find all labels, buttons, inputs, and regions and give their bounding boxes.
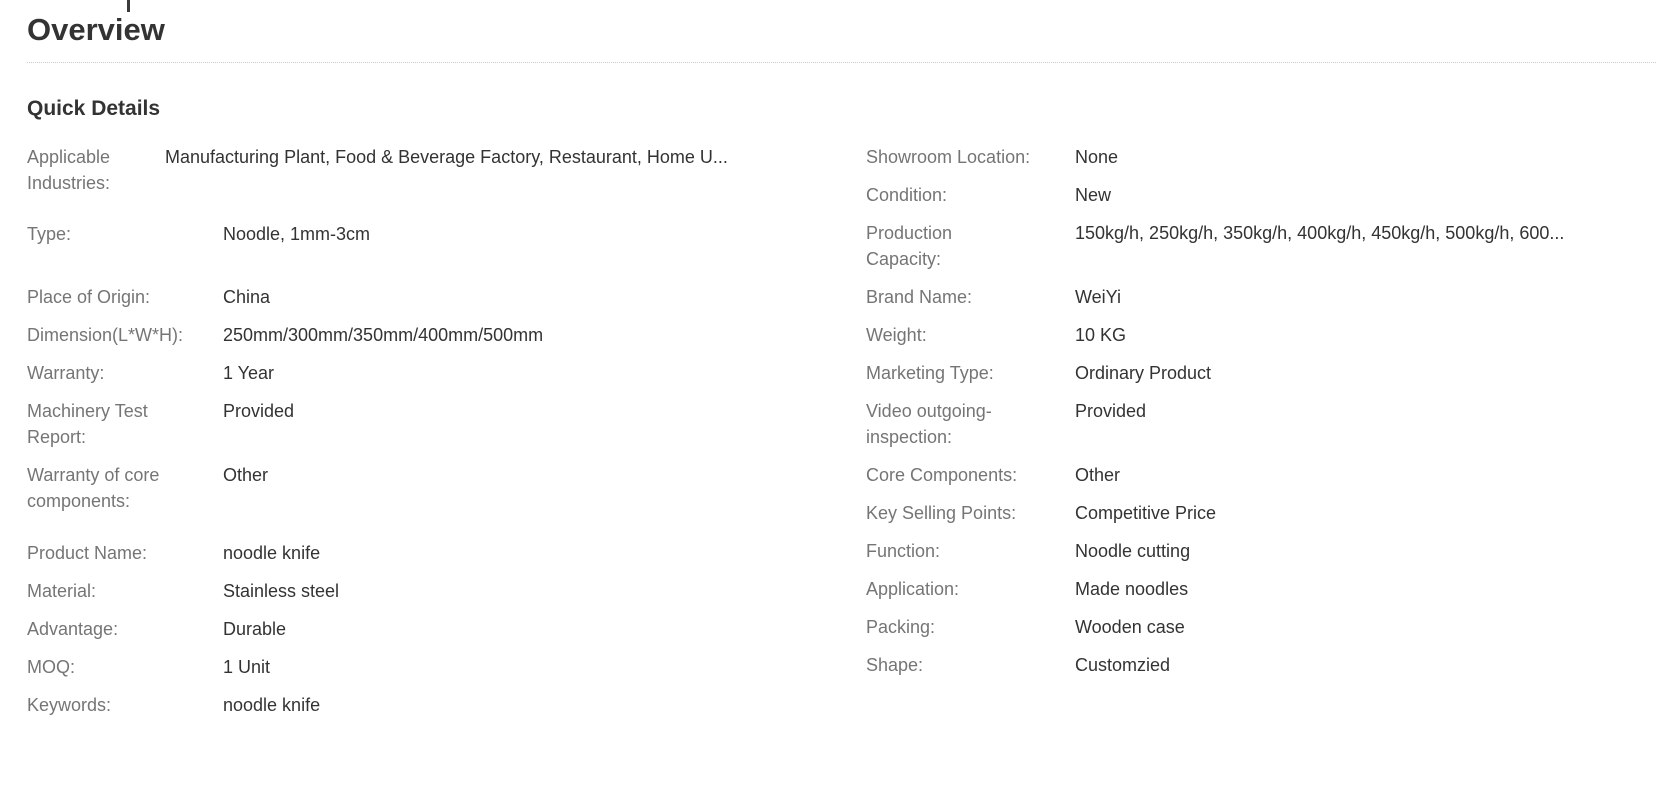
row-warranty [27, 360, 866, 386]
detail-label: Dimension(L*W*H): [27, 325, 184, 345]
detail-value: Other [223, 465, 269, 485]
row-key-selling-points [866, 500, 1656, 526]
cursor-artifact [127, 0, 130, 12]
detail-value: Customzied [1075, 655, 1171, 675]
detail-value: 1 Year [223, 363, 275, 383]
quick-details-right-column [866, 144, 1656, 690]
row-function [866, 538, 1656, 564]
detail-value: None [1075, 147, 1119, 167]
detail-value: Competitive Price [1075, 503, 1217, 523]
row-shape [866, 652, 1656, 678]
detail-value: noodle knife [223, 695, 321, 715]
detail-label: Type: [27, 224, 72, 244]
detail-label: Warranty: [27, 363, 105, 383]
detail-value: Other [1075, 465, 1121, 485]
detail-label: Advantage: [27, 619, 119, 639]
detail-label: Marketing Type: [866, 363, 994, 383]
row-machinery-test-report [27, 398, 866, 450]
detail-value: Durable [223, 619, 287, 639]
detail-label: Key Selling Points: [866, 503, 1017, 523]
detail-value: noodle knife [223, 543, 321, 563]
row-type [27, 221, 866, 247]
detail-value: Made noodles [1075, 579, 1189, 599]
overview-header [27, 12, 1656, 63]
detail-label: Product Name: [27, 543, 148, 563]
detail-value: 10 KG [1075, 325, 1127, 345]
quick-details-table [27, 144, 1656, 730]
detail-value: WeiYi [1075, 287, 1122, 307]
row-packing [866, 614, 1656, 640]
detail-label: Brand Name: [866, 287, 973, 307]
detail-value: New [1075, 185, 1112, 205]
quick-details-left-column [27, 144, 866, 730]
detail-value: Ordinary Product [1075, 363, 1212, 383]
detail-label: Condition: [866, 185, 948, 205]
row-dimension [27, 322, 866, 348]
detail-label: Showroom Location: [866, 147, 1031, 167]
detail-label: Application: [866, 579, 960, 599]
detail-label: Weight: [866, 325, 927, 345]
detail-value: Noodle cutting [1075, 541, 1191, 561]
detail-label: Packing: [866, 617, 936, 637]
row-product-name [27, 540, 866, 566]
detail-label: Shape: [866, 655, 924, 675]
quick-details-title: Quick Details [27, 97, 161, 120]
row-brand-name [866, 284, 1656, 310]
detail-value: 150kg/h, 250kg/h, 350kg/h, 400kg/h, 450kg/h, 500kg/h, 600... [1075, 223, 1565, 243]
row-core-components [866, 462, 1656, 488]
detail-value: Provided [1075, 401, 1147, 421]
detail-label: Machinery Test Report: [27, 401, 148, 447]
row-showroom-location [866, 144, 1656, 170]
row-advantage [27, 616, 866, 642]
detail-label: Place of Origin: [27, 287, 151, 307]
detail-value: 250mm/300mm/350mm/400mm/500mm [223, 325, 544, 345]
row-weight [866, 322, 1656, 348]
detail-label: Keywords: [27, 695, 112, 715]
row-production-capacity [866, 220, 1656, 272]
detail-value: Wooden case [1075, 617, 1185, 637]
row-keywords [27, 692, 866, 718]
detail-label: MOQ: [27, 657, 75, 677]
detail-label: Function: [866, 541, 941, 561]
row-place-of-origin [27, 284, 866, 310]
detail-value: Manufacturing Plant, Food & Beverage Factory, Restaurant, Home U... [165, 147, 728, 167]
detail-value: 1 Unit [223, 657, 271, 677]
detail-label: Production Capacity: [866, 223, 953, 269]
row-application [866, 576, 1656, 602]
row-moq [27, 654, 866, 680]
detail-label: Video outgoing- inspection: [866, 401, 992, 447]
row-applicable-industries [27, 144, 866, 196]
detail-value: Stainless steel [223, 581, 340, 601]
page-title: Overview [27, 12, 165, 47]
row-warranty-core-components [27, 462, 866, 514]
row-marketing-type [866, 360, 1656, 386]
detail-value: Provided [223, 401, 295, 421]
detail-label: Applicable Industries: [27, 147, 111, 193]
detail-value: China [223, 287, 271, 307]
row-video-outgoing-inspection [866, 398, 1656, 450]
detail-label: Warranty of core components: [27, 465, 160, 511]
row-material [27, 578, 866, 604]
detail-value: Noodle, 1mm-3cm [223, 224, 371, 244]
row-condition [866, 182, 1656, 208]
detail-label: Core Components: [866, 465, 1018, 485]
detail-label: Material: [27, 581, 97, 601]
